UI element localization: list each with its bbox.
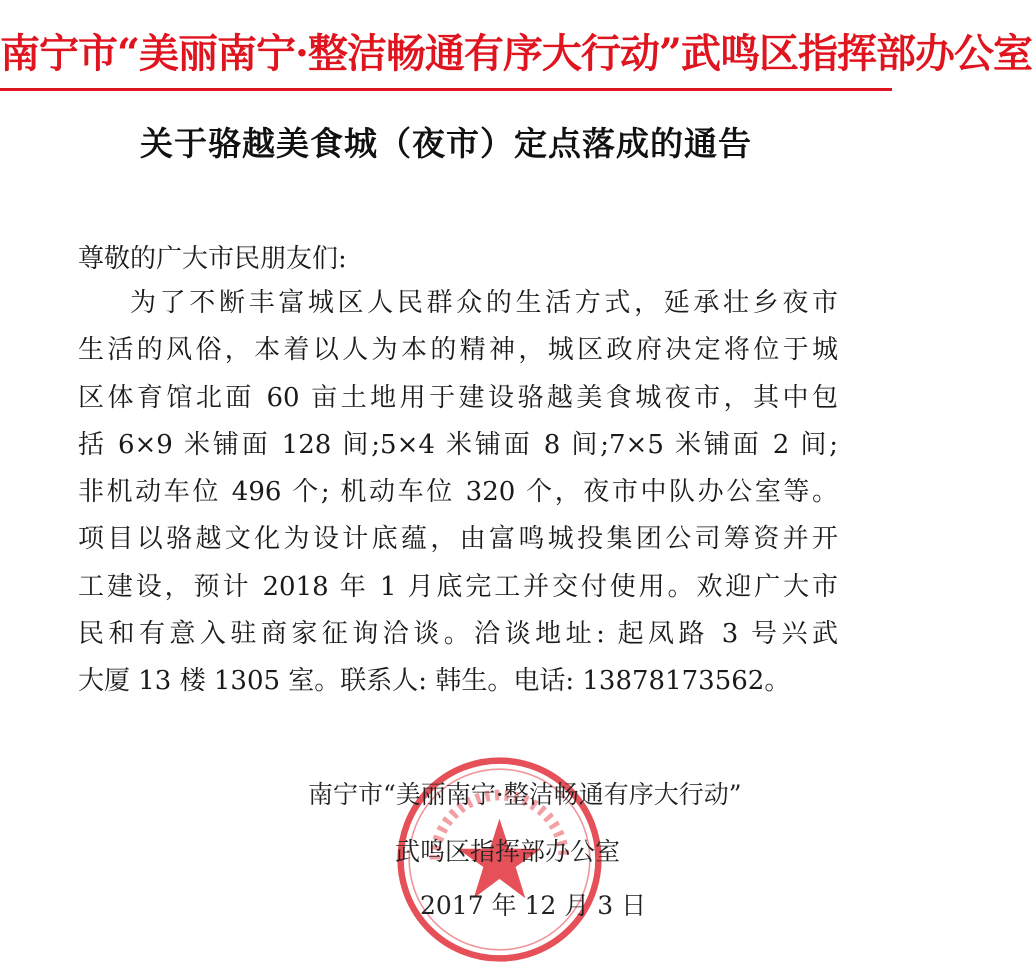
body-line: 工建设，预计 2018 年 1 月底完工并交付使用。欢迎广大市	[78, 571, 838, 602]
body-line: 民和有意入驻商家征询洽谈。洽谈地址: 起凤路 3 号兴武	[78, 619, 838, 650]
body-line: 生活的风俗，本着以人为本的精神，城区政府决定将位于城	[78, 335, 838, 366]
notice-body	[78, 280, 838, 706]
salutation: 尊敬的广大市民朋友们:	[78, 244, 347, 274]
signature-date: 2017 年 12 月 3 日	[420, 891, 647, 920]
body-line: 大厦 13 楼 1305 室。联系人: 韩生。电话: 13878173562。	[78, 666, 791, 697]
body-line: 非机动车位 496 个; 机动车位 320 个，夜市中队办公室等。	[78, 477, 838, 508]
body-line: 区体育馆北面 60 亩土地用于建设骆越美食城夜市，其中包	[78, 382, 838, 413]
notice-title: 关于骆越美食城（夜市）定点落成的通告	[140, 124, 752, 163]
signature-org-line: 南宁市“美丽南宁·整洁畅通有序大行动”	[308, 780, 742, 809]
issuer-header: 南宁市“美丽南宁·整洁畅通有序大行动”武鸣区指挥部办公室	[0, 30, 1032, 77]
body-line: 项目以骆越文化为设计底蕴，由富鸣城投集团公司筹资并开	[78, 524, 838, 555]
body-line: 括 6×9 米铺面 128 间;5×4 米铺面 8 间;7×5 米铺面 2 间;	[78, 429, 838, 460]
header-divider	[0, 88, 892, 91]
signature-office: 武鸣区指挥部办公室	[395, 837, 621, 866]
body-line: 为了不断丰富城区人民群众的生活方式，延承壮乡夜市	[130, 288, 838, 318]
